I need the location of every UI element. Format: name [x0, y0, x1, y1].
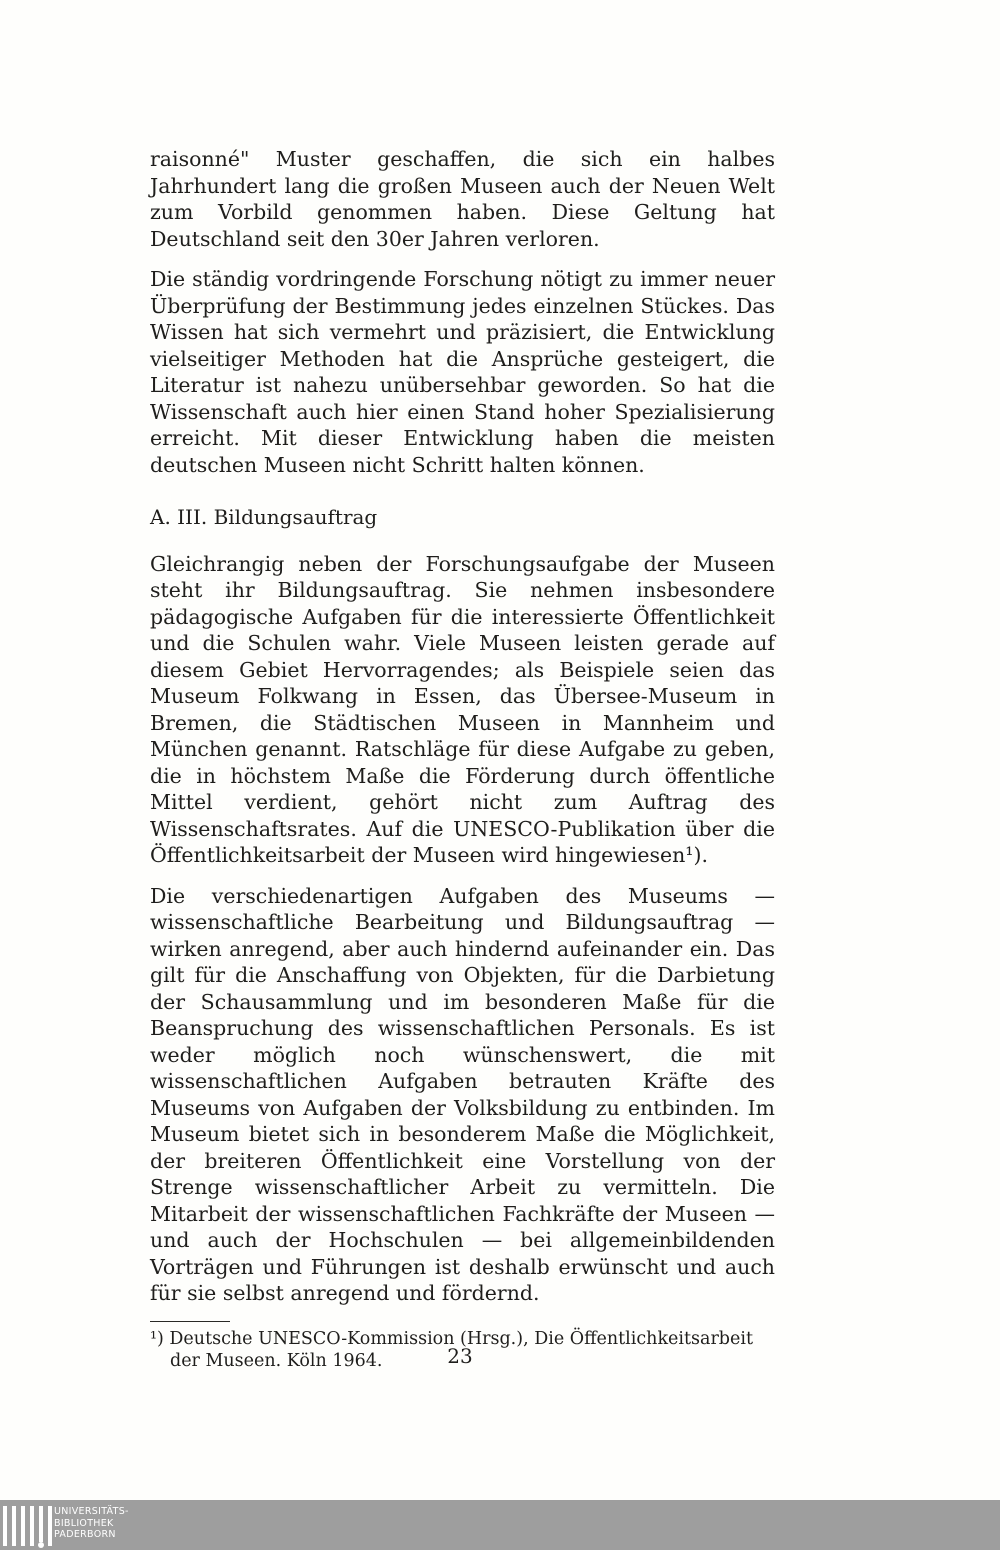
- page-number: 23: [447, 1344, 473, 1368]
- library-name: [54, 1506, 129, 1541]
- paragraph: Die verschiedenartigen Aufgaben des Museums — wissenschaftliche Bearbeitung und Bildungsauftrag — wirken anregend, aber auch hindernd aufeinander ein. Das gilt für die Anschaffung von Objekten, für die Darbietung der Schausammlung und im besonderen Maße für die Beanspruchung des wissenschaftlichen Personals. Es ist weder möglich noch wünschenswert, die mit wissenschaftlichen Aufgaben betrauten Kräfte des Museums von Aufgaben der Volksbildung zu entbinden. Im Museum bietet sich in besonderem Maße die Möglichkeit, der breiteren Öffentlichkeit eine Vorstellung von der Strenge wissenschaftlicher Arbeit zu vermitteln. Die Mitarbeit der wissenschaftlichen Fachkräfte der Museen — und auch der Hochschulen — bei allgemeinbildenden Vorträgen und Führungen ist deshalb erwünscht und auch für sie selbst anregend und fördernd.: [150, 883, 775, 1305]
- logo-dot-icon: [38, 1542, 44, 1548]
- paragraph: Gleichrangig neben der Forschungsaufgabe der Museen steht ihr Bildungsauftrag. Sie nehmen insbesondere pädagogische Aufgaben für die interessierte Öffentlichkeit und die Schulen wahr. Viele Museen leisten gerade auf diesem Gebiet Hervorragendes; als Beispiele seien das Museum Folkwang in Essen, das Übersee-Museum in Bremen, die Städtischen Museen in Mannheim und München genannt. Ratschläge für diese Aufgabe zu geben, die in höchstem Maße die Förderung durch öffentliche Mittel verdient, gehört nicht zum Auftrag des Wissenschaftsrates. Auf die UNESCO-Publikation über die Öffentlichkeitsarbeit der Museen wird hingewiesen¹).: [150, 551, 775, 867]
- library-name-line: UNIVERSITÄTS-: [54, 1506, 129, 1517]
- section-heading: A. III. Bildungsauftrag: [150, 505, 378, 529]
- library-logo-icon: [3, 1506, 52, 1546]
- paragraph: Die ständig vordringende Forschung nötigt zu immer neuer Überprüfung der Bestimmung jedes einzelnen Stückes. Das Wissen hat sich vermehrt und präzisiert, die Entwicklung vielseitiger Methoden hat die Ansprüche gesteigert, die Literatur ist nahezu unübersehbar geworden. So hat die Wissenschaft auch hier einen Stand hoher Spezialisierung erreicht. Mit dieser Entwicklung haben die meisten deutschen Museen nicht Schritt halten können.: [150, 267, 775, 477]
- text-block: [150, 146, 775, 1372]
- footnote: ¹) Deutsche UNESCO-Kommission (Hrsg.), Die Öffentlichkeitsarbeit der Museen. Köln 1964.: [150, 1329, 753, 1371]
- library-name-line: BIBLIOTHEK: [54, 1517, 114, 1529]
- library-name-line: PADERBORN: [54, 1529, 116, 1540]
- paragraph: raisonné" Muster geschaffen, die sich ein halbes Jahrhundert lang die großen Museen auch der Neuen Welt zum Vorbild genommen haben. Diese Geltung hat Deutschland seit den 30er Jahren verloren.: [150, 147, 775, 251]
- library-footer: [0, 1500, 1000, 1550]
- footnote-divider: [150, 1321, 230, 1323]
